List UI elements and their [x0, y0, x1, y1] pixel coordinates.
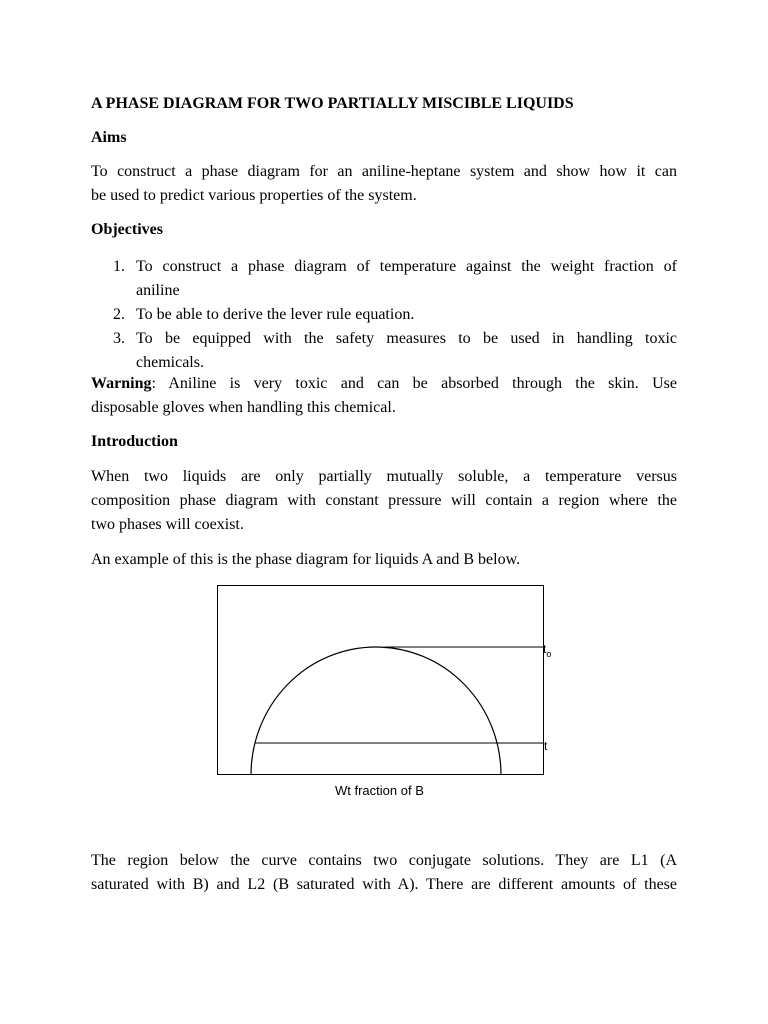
objective-item-1	[91, 255, 677, 303]
example-sentence: An example of this is the phase diagram for liquids A and B below.	[91, 551, 521, 568]
intro-line-1: When two liquids are only partially mutually soluble, a temperature versus	[91, 468, 677, 485]
to-label: $t_o$	[543, 642, 552, 659]
warning-label: Warning	[91, 375, 152, 392]
objectives-list	[91, 255, 677, 375]
document-title: A PHASE DIAGRAM FOR TWO PARTIALLY MISCIBLE LIQUIDS	[91, 95, 574, 112]
intro-line-2: composition phase diagram with constant pressure will contain a region where the	[91, 492, 677, 509]
phase-diagram	[217, 585, 557, 785]
introduction-heading: Introduction	[91, 433, 178, 450]
warning-line-1	[91, 372, 677, 396]
aims-paragraph	[91, 160, 677, 208]
objective-2-line-1: To be able to derive the lever rule equation.	[136, 306, 415, 323]
objective-number: 2.	[113, 306, 125, 323]
t-label: t	[544, 739, 548, 753]
objective-1-line-2: aniline	[136, 282, 180, 299]
warning-line-2: disposable gloves when handling this chemical.	[91, 399, 396, 416]
closing-line-1: The region below the curve contains two conjugate solutions. They are L1 (A	[91, 852, 677, 869]
objective-number: 3.	[113, 330, 125, 347]
objectives-heading: Objectives	[91, 221, 163, 238]
objective-item-3	[91, 327, 677, 375]
objective-1-line-1: To construct a phase diagram of temperature against the weight fraction of	[136, 258, 677, 275]
warning-text: : Aniline is very toxic and can be absorbed through the skin. Use	[151, 375, 677, 392]
closing-paragraph	[91, 849, 677, 897]
diagram-frame	[218, 586, 544, 775]
miscibility-curve	[251, 647, 501, 775]
warning-paragraph	[91, 372, 677, 420]
objective-3-line-2: chemicals.	[136, 354, 204, 371]
introduction-paragraph	[91, 465, 677, 537]
closing-line-2: saturated with B) and L2 (B saturated with A). There are different amounts of these	[91, 876, 677, 893]
objective-3-line-1: To be equipped with the safety measures to be used in handling toxic	[136, 330, 677, 347]
aims-line-1: To construct a phase diagram for an aniline-heptane system and show how it can	[91, 163, 677, 180]
aims-heading: Aims	[91, 129, 127, 146]
objective-number: 1.	[113, 258, 125, 275]
intro-line-3: two phases will coexist.	[91, 516, 244, 533]
diagram-caption: Wt fraction of B	[335, 783, 424, 798]
aims-line-2: be used to predict various properties of the system.	[91, 187, 417, 204]
objective-item-2	[91, 303, 677, 327]
